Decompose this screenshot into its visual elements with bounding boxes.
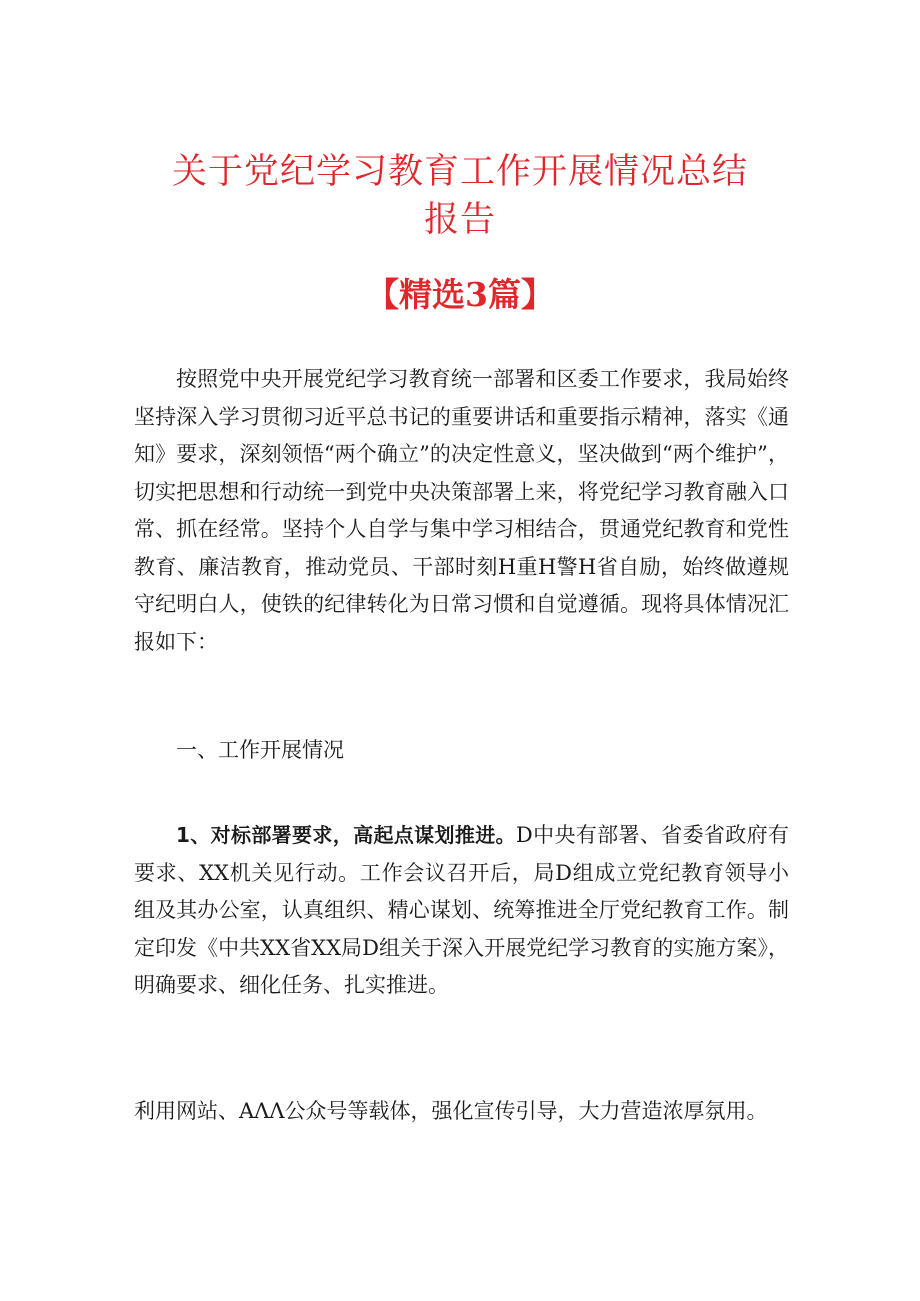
document-title-line1: 关于党纪学习教育工作开展情况总结	[171, 152, 748, 192]
last-paragraph: 利用网站、AΛΛ公众号等载体，强化宣传引导，大力营造浓厚氛用。	[134, 1099, 768, 1123]
document-subtitle: 【精选3篇】	[366, 275, 554, 314]
section-heading: 一、工作开展情况	[176, 738, 344, 762]
item1-lead: 1、对标部署要求，高起点谋划推进。	[176, 823, 516, 847]
item1-paragraph	[134, 817, 789, 1005]
document-title-line2: 报告	[423, 200, 496, 240]
intro-paragraph: 按照党中央开展党纪学习教育统一部署和区委工作要求，我局始终坚持深入学习贯彻习近平总书记的重要讲话和重要指示精神，落实《通知》要求，深刻领悟“两个确立”的决定性意义，坚决做到“两个维护”，切实把思想和行动统一到党中央决策部署上来，将党纪学习教育融入口常、抓在经常。坚持个人自学与集中学习相结合，贯通党纪教育和党性教育、廉洁教育，推动党员、干部时刻H重H警H省自励，始终做遵规守纪明白人，使铁的纪律转化为日常习惯和自觉遵循。现将具体情况汇报如下：	[134, 367, 789, 654]
item1-body: D中央有部署、省委省政府有要求、XX机关见行动。工作会议召开后，局D组成立党纪教育领导小组及其办公室，认真组织、精心谋划、统筹推进全厅党纪教育工作。制定印发《中共XX省XX局D组关于深入开展党纪学习教育的实施方案》，明确要求、细化任务、扎实推进。	[134, 823, 789, 997]
